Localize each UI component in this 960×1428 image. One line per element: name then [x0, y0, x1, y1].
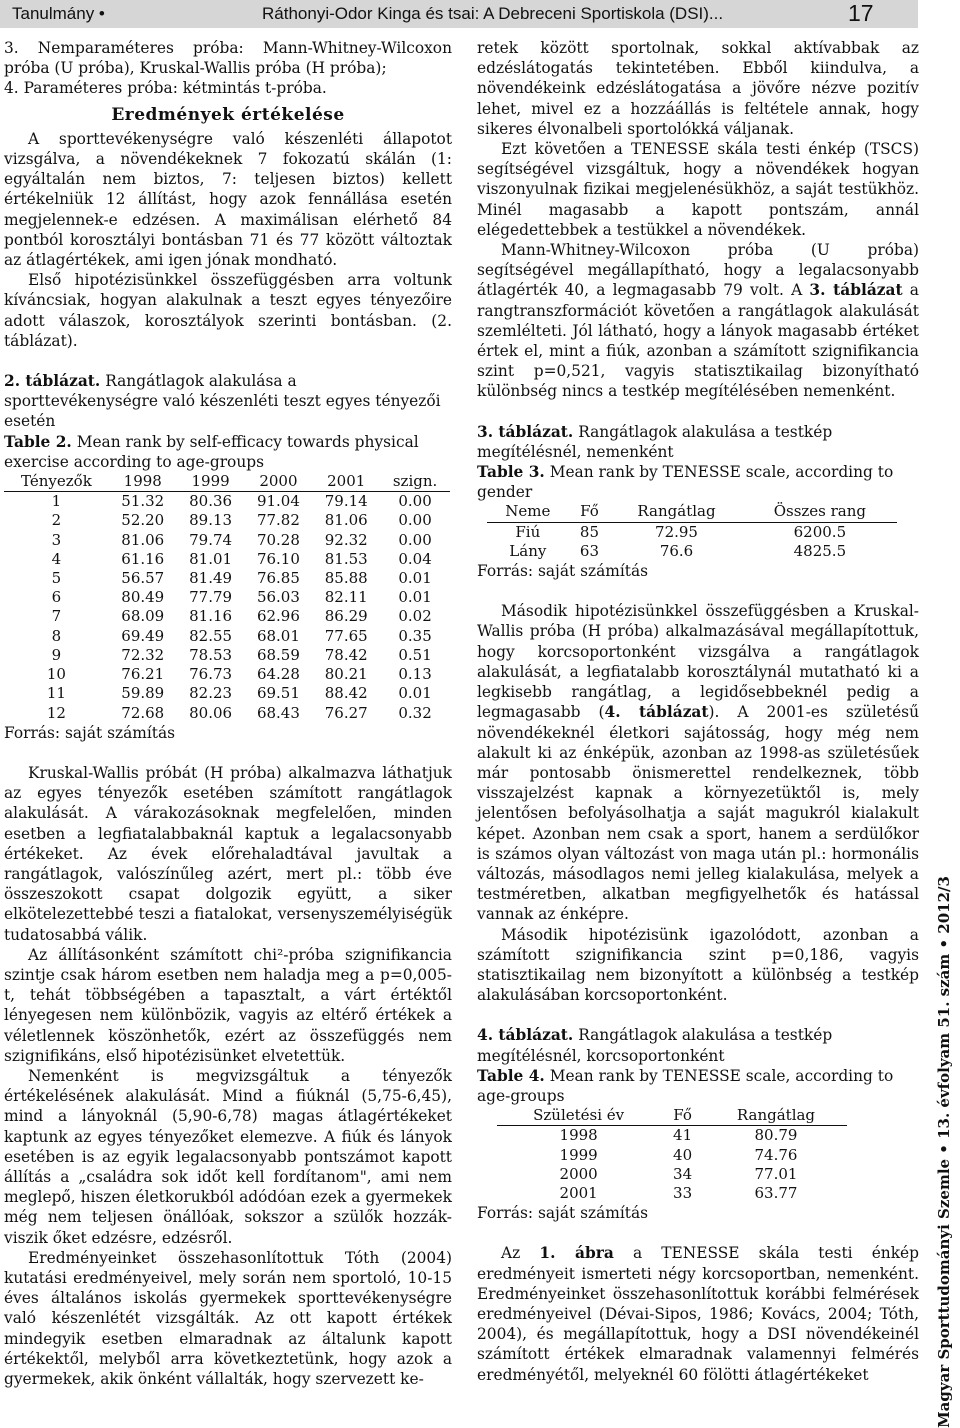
table-cell: 34: [673, 1164, 693, 1183]
table-cell: 4825.5: [793, 541, 847, 560]
table-cell: 76.10: [256, 549, 300, 568]
table-header-cell: Fő: [660, 1106, 705, 1126]
table-row: [497, 1165, 847, 1184]
table-cell: 81.01: [189, 549, 233, 568]
paragraph: A sporttevékenységre való készenléti állapotot vizsgálva, a növendékeknek 7 fokozatú skálán (1: egyáltalán nem biztos, 7: teljesen biztos) kellett értékelniük 12 állítást, hogy azok fennállása esetén megjelennek-e edzésen. A maximálisan elérhető 84 pontból korosztályi bontásban 71 és 77 között változtak az átlagértékek, ami igen jónak mondható.: [4, 129, 452, 270]
table-row: [497, 1126, 847, 1146]
table-cell: 41: [673, 1126, 693, 1145]
table-cell: 81.06: [324, 511, 368, 530]
table-row: [4, 492, 450, 512]
table-row: [4, 531, 450, 550]
paragraph: Második hipotézisünkkel összefüggésben a Kruskal-Wallis próba (H próba) alkalmazásával megállapítottuk, hogy korcsoportonként vizsgálva a rangátlagok alakulását, a legfiatalabb korosztálynál mutatható ki a legkisebb rangátlag, a legidősebbeknél pedig a legmagasabb (4. táblázat). A 2001-es születésű növendékeknél életkori sajátosság, hogy még nem alakult ki az énképük, azonban az 1998-as születésűek már pontosabb önismerettel rendelkeznek, több visszajelzést kapnak a környezetüktől is, mely jelentősen befolyásolhatja a saját magukról kialakult képet. Azonban nem csak a sport, hanem a serdülőkor is számos olyan változást von maga után pl.: hormonális változás, másodlagos nemi jelleg kialakulása, melyek a testméretben, alkatban megfigyelhetők és hatással vannak az énképre.: [477, 602, 919, 924]
table-cell: 69.51: [256, 684, 300, 703]
table-header-cell: Tényezők: [4, 472, 109, 492]
table-3-body: [487, 522, 897, 561]
table-row: [487, 542, 897, 561]
table-cell: 9: [51, 645, 62, 664]
table-cell: 80.06: [189, 703, 233, 722]
table-cell: 70.28: [256, 530, 300, 549]
table-header-cell: Neme: [487, 502, 569, 522]
table4-caption-hu: 4. táblázat. Rangátlagok alakulása a testkép megítélésnél, korcsoportonként: [477, 1026, 833, 1065]
table-row: [4, 511, 450, 530]
table-cell: 81.16: [189, 607, 233, 626]
table-row: [487, 522, 897, 542]
table-cell: 82.23: [189, 684, 233, 703]
table-row: [497, 1146, 847, 1165]
table-cell: 81.53: [324, 549, 368, 568]
table-cell: 74.76: [754, 1145, 798, 1164]
table3-caption-hu: 3. táblázat. Rangátlagok alakulása a testkép megítélésnél, nemenként: [477, 422, 833, 461]
table-cell: 0.01: [398, 684, 432, 703]
table-header-cell: Születési év: [497, 1106, 660, 1126]
paragraph: Eredményeinket összehasonlítottuk Tóth (2004) kutatási eredményeivel, mely során nem sportoló, 10-15 éves általános iskolás gyermekek sporttevékenységre való készenlétét vizsgálták. Az ott kapott értékek mindegyik esetben elmaradnak az általunk kapott értékektől, melyből arra következtetünk, hogy azok a gyermekek, akik önként vállalták, hogy szervezett ke-: [4, 1248, 452, 1388]
table-cell: 0.00: [398, 530, 432, 549]
table-header-cell: szign.: [380, 472, 450, 492]
table-cell: 69.49: [121, 626, 165, 645]
table-cell: 2: [51, 511, 62, 530]
table2-caption-hu: 2. táblázat. Rangátlagok alakulása a sporttevékenységre való készenléti teszt egyes tényezői esetén: [4, 372, 441, 431]
right-column: [477, 38, 919, 1385]
table-cell: 1999: [559, 1145, 598, 1164]
table-cell: 2000: [559, 1164, 598, 1183]
table-cell: 88.42: [324, 684, 368, 703]
table-cell: 7: [51, 607, 62, 626]
table-cell: 81.06: [121, 530, 165, 549]
table-cell: 8: [51, 626, 62, 645]
section-label: Tanulmány •: [12, 4, 105, 23]
table-cell: 91.04: [256, 492, 300, 511]
table-cell: 63: [579, 541, 599, 560]
table-cell: Lány: [509, 541, 547, 560]
table-cell: 5: [51, 569, 62, 588]
table-4-body: [497, 1126, 847, 1203]
journal-name: Magyar Sporttudományi Szemle • 13. évfolyam 51. szám • 2012/3: [935, 876, 953, 1428]
table-cell: 92.32: [324, 530, 368, 549]
table-cell: 0.00: [398, 511, 432, 530]
table-row: [4, 665, 450, 684]
table-cell: 77.82: [256, 511, 300, 530]
table-cell: Fiú: [515, 522, 541, 541]
table-cell: 0.13: [398, 665, 432, 684]
paragraph: Az 1. ábra a TENESSE skála testi énkép eredményeit ismerteti négy korcsoportban, nemenként. Eredményeinket összehasonlítottuk korábbi felmérések eredményeivel (Dévai-Sipos, 1986; Kovács, 2004; Tóth, 2004), és megállapítottuk, hogy a DSI növendékeinél számított értékek elmaradnak valamennyi felmérés eredményétől, melyeknél 60 fölötti átlagértékeket: [477, 1244, 919, 1384]
section-heading: Eredmények értékelése: [111, 104, 345, 125]
table-cell: 0.04: [398, 549, 432, 568]
table-cell: 76.73: [189, 665, 233, 684]
table-header-cell: 1998: [109, 472, 177, 492]
table-cell: 1998: [559, 1126, 598, 1145]
table-row: [4, 607, 450, 626]
table-header-cell: Fő: [569, 502, 611, 522]
running-header: [0, 0, 918, 28]
table-cell: 82.55: [189, 626, 233, 645]
table-header-cell: 2000: [245, 472, 313, 492]
table-header-cell: Rangátlag: [610, 502, 742, 522]
table-cell: 76.27: [324, 703, 368, 722]
table-cell: 79.74: [189, 530, 233, 549]
table-cell: 0.00: [398, 492, 432, 511]
table2-source: Forrás: saját számítás: [4, 723, 176, 742]
table-cell: 80.21: [324, 665, 368, 684]
table-cell: 59.89: [121, 684, 165, 703]
table-cell: 82.11: [324, 588, 368, 607]
paragraph: Első hipotézisünkkel összefüggésben arra voltunk kíváncsiak, hogyan alakulnak a teszt egyes tényezőire adott válaszok, korosztályok szerinti bontásban. (2. táblázat).: [4, 271, 452, 350]
table-cell: 51.32: [121, 492, 165, 511]
table3-source: Forrás: saját számítás: [477, 562, 649, 581]
table-2-body: [4, 492, 450, 723]
method-item-3: 3. Nemparaméteres próba: Mann-Whitney-Wilcoxon próba (U próba), Kruskal-Wallis próba (H próba);: [4, 39, 452, 78]
table-header-cell: 1999: [177, 472, 245, 492]
table4-source: Forrás: saját számítás: [477, 1204, 649, 1223]
table-cell: 77.01: [754, 1164, 798, 1183]
table-header-cell: Összes rang: [743, 502, 897, 522]
table-cell: 52.20: [121, 511, 165, 530]
table-cell: 68.09: [121, 607, 165, 626]
table-cell: 40: [673, 1145, 693, 1164]
table-cell: 81.49: [189, 569, 233, 588]
table-row: [4, 627, 450, 646]
table-cell: 6200.5: [793, 522, 847, 541]
table-3: [487, 502, 897, 561]
table-cell: 68.59: [256, 645, 300, 664]
left-column: [4, 38, 452, 1389]
paragraph: Nemenként is megvizsgáltuk a tényezők értékelésének alakulását. Mind a fiúknál (5,75-6,45), mind a lányoknál (5,90-6,78) magas átlagértékeket kaptunk az egyes tényezőket elemezve. A fiúk és lányok esetében is az egyik legalacsonyabb pontszámot kapott állítás a „családra sok időt kell fordítanom", ami nem meglepő, hiszen életkorukból adódóan ezek a gyermekek még nem teljesen önállóak, sokszor a szülők hozzák-viszik őket edzésre, edzésről.: [4, 1066, 452, 1247]
table-cell: 76.21: [121, 665, 165, 684]
table-cell: 72.95: [655, 522, 698, 541]
table-cell: 0.51: [398, 645, 432, 664]
table-row: [4, 588, 450, 607]
table-cell: 61.16: [121, 549, 165, 568]
table-cell: 0.01: [398, 588, 432, 607]
page-number: 17: [848, 0, 874, 26]
table-cell: 72.68: [121, 703, 165, 722]
table-cell: 77.65: [324, 626, 368, 645]
paragraph: Ezt követően a TENESSE skála testi énkép (TSCS) segítségével vizsgáltuk, hogy a növendékek hogyan viszonyulnak fizikai megjelenésükhöz, a saját testükhöz. Minél magasabb a kapott pontszám, annál elégedettebbek a testükkel a növendékek.: [477, 140, 919, 239]
table-cell: 80.49: [121, 588, 165, 607]
table-cell: 72.32: [121, 645, 165, 664]
table-cell: 76.85: [256, 569, 300, 588]
paragraph: Az állításonként számított chi²-próba szignifikancia szintje csak három esetben nem haladja meg a p=0,005-t, tehát többségében a tapasztalt, a várt értéktől lényegesen nem különbözik, vagyis az eltérő értékek a véletlennek köszönhetők, ezért az összefüggés nem szignifikáns, első hipotézisünket elvetettük.: [4, 945, 452, 1065]
table-cell: 76.6: [659, 541, 694, 560]
table-cell: 62.96: [256, 607, 300, 626]
article-title: Ráthonyi-Odor Kinga és tsai: A Debreceni Sportiskola (DSI)...: [262, 4, 724, 23]
table2-caption-en: Table 2. Mean rank by self-efficacy towards physical exercise according to age-groups: [4, 432, 419, 471]
table-cell: 0.35: [398, 626, 432, 645]
table-cell: 0.02: [398, 607, 432, 626]
table-cell: 85.88: [324, 569, 368, 588]
table-cell: 0.01: [398, 569, 432, 588]
table-row: [4, 704, 450, 723]
table-row: [4, 684, 450, 703]
table-cell: 6: [51, 588, 62, 607]
paragraph: Mann-Whitney-Wilcoxon próba (U próba) segítségével megállapítható, hogy a legalacsonyabb átlagérték 40, a legmagasabb 79 volt. A 3. táblázat a rangtranszformációt követően a rangátlagok alakulását szemlélteti. Jól látható, hogy a lányok magasabb értéket értek el, mint a fiúk, azonban a számított szignifikancia szint p=0,521, vagyis statisztikailag bizonyítható különbség nincs a testkép megítélésében nemenként.: [477, 241, 919, 401]
table-cell: 33: [673, 1183, 693, 1202]
table-cell: 0.32: [398, 703, 432, 722]
paragraph: retek között sportolnak, sokkal aktívabbak az edzéslátogatás tekintetében. Ebből kiindulva, a növendékeink edzéslátogatása a jövőre nézve pozitív lehet, mivel ez a hozzáállás is feltétele annak, hogy sikeres élvonalbeli sportolókká váljanak.: [477, 39, 919, 138]
table-cell: 64.28: [256, 665, 300, 684]
table-cell: 80.79: [754, 1126, 798, 1145]
paragraph: Kruskal-Wallis próbát (H próba) alkalmazva láthatjuk az egyes tényezők esetében számított rangátlagok alakulását. A várakozásoknak megfelelően, minden esetben a legfiatalabbaknál kaptuk a legalacsonyabb értékeket. Az évek előrehaladtával javultak a rangátlagok, valószínűleg azért, mert pl.: több éve összeszokott csapat dolgozik együtt, a siker elkötelezettebbé teszi a fiatalokat, versenyszemélyiségük tudatosabbá válik.: [4, 763, 452, 944]
table-cell: 2001: [559, 1183, 598, 1202]
table-cell: 4: [51, 549, 62, 568]
table-cell: 3: [51, 530, 62, 549]
table-cell: 86.29: [324, 607, 368, 626]
table-cell: 80.36: [189, 492, 233, 511]
table-cell: 85: [579, 522, 599, 541]
table-cell: 11: [46, 684, 66, 703]
table-row: [4, 646, 450, 665]
paragraph: Második hipotézisünk igazolódott, azonban a számított szignifikancia szint p=0,186, vagyis statisztikailag nem bizonyított a különbség a testkép alakulásában korcsoportonként.: [477, 925, 919, 1005]
table-row: [4, 550, 450, 569]
table-cell: 89.13: [189, 511, 233, 530]
table-cell: 56.03: [256, 588, 300, 607]
table-cell: 56.57: [121, 569, 165, 588]
method-item-4: 4. Paraméteres próba: kétmintás t-próba.: [4, 79, 327, 98]
table3-caption-en: Table 3. Mean rank by TENESSE scale, according to gender: [477, 463, 894, 502]
table-header-cell: Rangátlag: [705, 1106, 847, 1126]
table-cell: 68.01: [256, 626, 300, 645]
table-cell: 79.14: [324, 492, 368, 511]
table-2: [4, 472, 450, 723]
table-cell: 78.42: [324, 645, 368, 664]
table-row: [4, 569, 450, 588]
table4-caption-en: Table 4. Mean rank by TENESSE scale, according to age-groups: [477, 1066, 894, 1105]
table-cell: 1: [51, 492, 62, 511]
table-cell: 12: [46, 703, 66, 722]
journal-sidebar: [930, 876, 958, 1428]
table-cell: 78.53: [189, 645, 233, 664]
table-cell: 77.79: [189, 588, 233, 607]
table-4: [497, 1106, 847, 1203]
table-cell: 10: [46, 665, 66, 684]
table-header-cell: 2001: [312, 472, 380, 492]
table-cell: 63.77: [754, 1183, 798, 1202]
table-cell: 68.43: [256, 703, 300, 722]
table-row: [497, 1184, 847, 1203]
